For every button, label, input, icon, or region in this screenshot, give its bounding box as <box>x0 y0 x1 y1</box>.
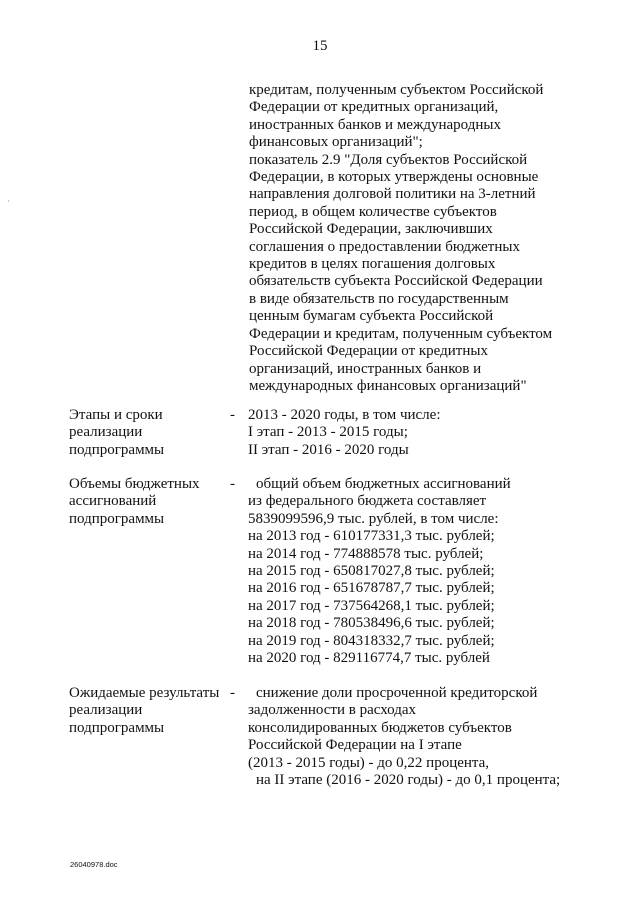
continuation-line: кредитов в целях погашения долговых <box>249 256 496 273</box>
continuation-line: обязательств субъекта Российской Федерации <box>249 273 543 290</box>
continuation-text <box>249 82 579 395</box>
results-value <box>248 685 588 789</box>
continuation-line: международных финансовых организаций" <box>249 377 527 394</box>
continuation-line: Федерации от кредитных организаций, <box>249 99 499 116</box>
budget-year-line: на 2014 год - 774888578 тыс. рублей; <box>248 545 484 562</box>
stages-label <box>69 407 219 459</box>
budget-year-line: на 2017 год - 737564268,1 тыс. рублей; <box>248 597 495 614</box>
continuation-line: Российской Федерации от кредитных <box>249 343 488 360</box>
budget-value <box>248 476 588 667</box>
stages-value-line: I этап - 2013 - 2015 годы; <box>248 424 408 441</box>
page-number: 15 <box>312 38 328 54</box>
budget-year-line: на 2015 год - 650817027,8 тыс. рублей; <box>248 563 495 580</box>
continuation-line: в виде обязательств по государственным <box>249 290 509 307</box>
budget-label-line: подпрограммы <box>69 510 165 527</box>
budget-label-line: Объемы бюджетных <box>69 476 200 492</box>
results-value-line: (2013 - 2015 годы) - до 0,22 процента, <box>248 754 490 771</box>
budget-value-line: общий объем бюджетных ассигнований <box>256 476 511 492</box>
budget-value-line: из федерального бюджета составляет <box>248 493 487 510</box>
results-label <box>69 685 219 737</box>
results-value-line: снижение доли просроченной кредиторской <box>256 685 538 701</box>
continuation-line: иностранных банков и международных <box>249 116 501 133</box>
budget-year-line: на 2019 год - 804318332,7 тыс. рублей; <box>248 632 495 649</box>
continuation-line: период, в общем количестве субъектов <box>249 203 497 220</box>
budget-label <box>69 476 219 528</box>
budget-year-line: на 2020 год - 829116774,7 тыс. рублей <box>248 650 490 667</box>
stages-label-line: подпрограммы <box>69 441 165 458</box>
stages-dash: - <box>230 407 235 423</box>
margin-mark <box>8 200 9 202</box>
continuation-line: соглашения о предоставлении бюджетных <box>249 238 520 255</box>
budget-dash: - <box>230 476 235 492</box>
continuation-line: организаций, иностранных банков и <box>249 360 482 377</box>
continuation-line: показатель 2.9 "Доля субъектов Российской <box>249 151 528 168</box>
continuation-line: Федерации, в которых утверждены основные <box>249 169 539 186</box>
results-value-line: задолженности в расходах <box>248 702 416 719</box>
budget-year-line: на 2013 год - 610177331,3 тыс. рублей; <box>248 528 495 545</box>
results-label-line: подпрограммы <box>69 719 165 736</box>
results-label-line: реализации <box>69 702 143 719</box>
continuation-line: направления долговой политики на 3-летний <box>249 186 536 203</box>
continuation-line: Российской Федерации, заключивших <box>249 221 493 238</box>
continuation-line: кредитам, полученным субъектом Российской <box>249 82 544 98</box>
budget-year-line: на 2018 год - 780538496,6 тыс. рублей; <box>248 615 495 632</box>
results-label-line: Ожидаемые результаты <box>69 685 220 701</box>
results-dash: - <box>230 685 235 701</box>
results-value-line: на II этапе (2016 - 2020 годы) - до 0,1 процента; <box>256 772 561 789</box>
stages-label-line: реализации <box>69 424 143 441</box>
file-name-footer: 26040978.doc <box>70 860 118 869</box>
budget-year-line: на 2016 год - 651678787,7 тыс. рублей; <box>248 580 495 597</box>
budget-label-line: ассигнований <box>69 493 157 510</box>
continuation-line: ценным бумагам субъекта Российской <box>249 308 494 325</box>
continuation-line: Федерации и кредитам, полученным субъектом <box>249 325 553 342</box>
stages-value-line: 2013 - 2020 годы, в том числе: <box>248 407 441 423</box>
continuation-line: финансовых организаций"; <box>249 134 423 151</box>
stages-value <box>248 407 588 459</box>
stages-value-line: II этап - 2016 - 2020 годы <box>248 441 409 458</box>
budget-value-line: 5839099596,9 тыс. рублей, в том числе: <box>248 510 499 527</box>
stages-label-line: Этапы и сроки <box>69 407 163 423</box>
results-value-line: консолидированных бюджетов субъектов <box>248 719 512 736</box>
results-value-line: Российской Федерации на I этапе <box>248 737 462 754</box>
